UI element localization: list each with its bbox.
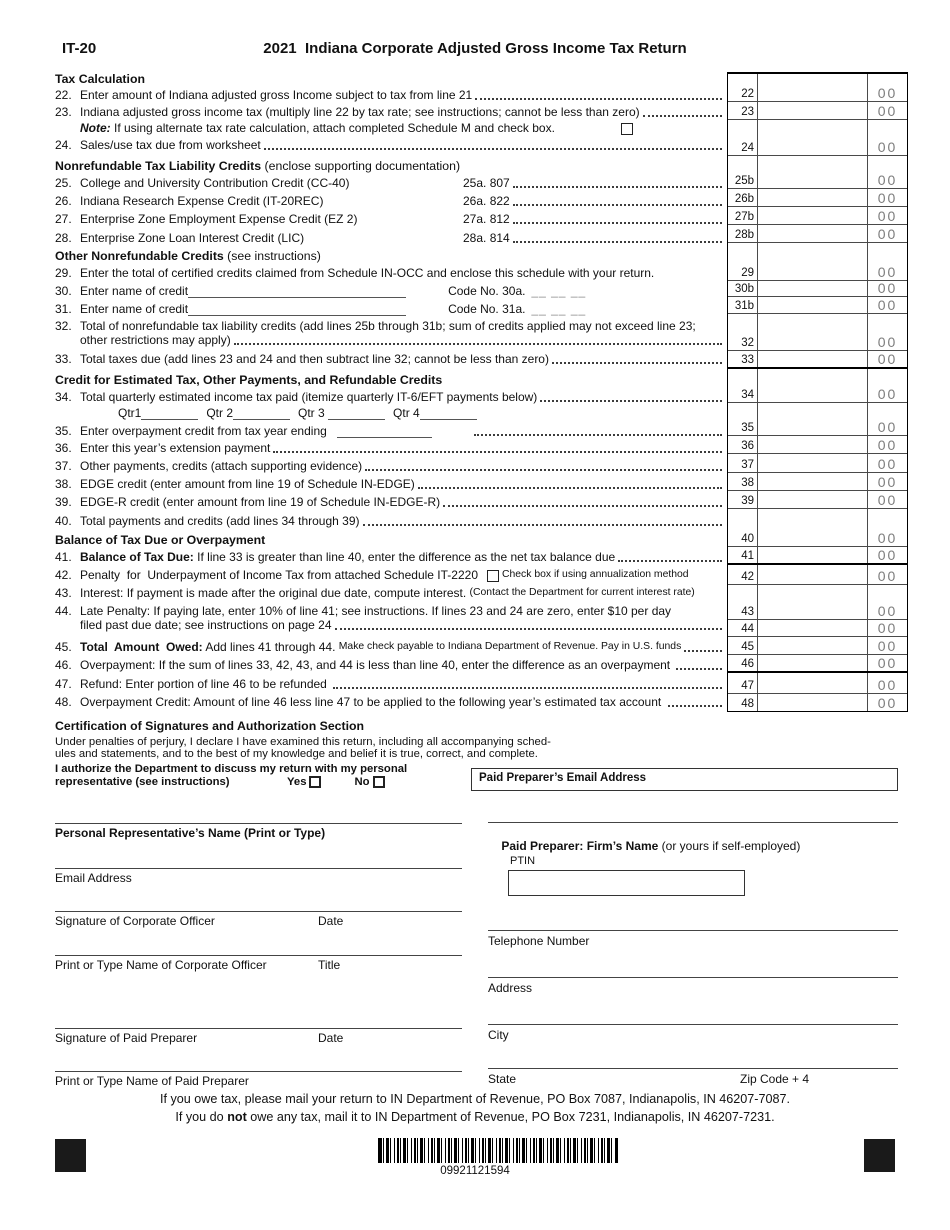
amount-row-32 (728, 314, 907, 351)
line-45: 45. Total Amount Owed: Add lines 41 through 44. Make check payable to Indiana Department of Revenue. Pay in U.S. funds (55, 640, 724, 654)
line-number-23: 23 (728, 102, 758, 119)
preparer-print-name-label: Print or Type Name of Paid Preparer (55, 1074, 249, 1088)
cents-label-39: 00 (867, 491, 907, 508)
cents-label-24: 00 (867, 120, 907, 155)
line-42: 42. Penalty for Underpayment of Income Tax from attached Schedule IT-2220 Check box if using annualization method (55, 568, 689, 582)
line-44-text: Late Penalty: If paying late, enter 10% of line 41; see instructions. If lines 23 and 24 are zero, enter $10 per day (80, 604, 672, 618)
cents-label-30b: 00 (867, 281, 907, 296)
officer-signature-label: Signature of Corporate Officer (55, 914, 215, 928)
line-37-text: Other payments, credits (attach supporting evidence) (80, 459, 363, 473)
dotted-leader (540, 400, 722, 402)
schedule-m-checkbox[interactable] (621, 123, 633, 135)
cents-label-23: 00 (867, 102, 907, 119)
city-field[interactable] (488, 1024, 898, 1025)
line-number-40: 40 (728, 509, 758, 546)
dotted-leader (234, 343, 722, 345)
page-title: 2021 Indiana Corporate Adjusted Gross Income Tax Return (263, 40, 687, 57)
dotted-leader (676, 668, 722, 670)
cents-label-46: 00 (867, 655, 907, 671)
amount-input-24[interactable] (758, 120, 867, 155)
amount-input-47[interactable] (758, 673, 867, 693)
cents-label-26b: 00 (867, 189, 907, 206)
qtr1-field[interactable] (141, 408, 198, 420)
ptin-field[interactable] (508, 870, 745, 896)
amount-row-30b (728, 281, 907, 297)
line-number-46: 46 (728, 655, 758, 671)
amount-input-33[interactable] (758, 351, 867, 367)
yes-label: Yes (287, 776, 307, 788)
line-number-25b: 25b (728, 156, 758, 188)
amount-row-23 (728, 102, 907, 120)
amount-row-22 (728, 74, 907, 102)
dotted-leader (474, 434, 722, 436)
dotted-leader (365, 469, 722, 471)
officer-print-name-field[interactable] (55, 955, 462, 956)
line-46-text: Overpayment: If the sum of lines 33, 42, 43, and 44 is less than line 40, enter the difference as an overpayment (80, 658, 674, 672)
line-23-text: Indiana adjusted gross income tax (multiply line 22 by tax rate; see instructions; cannot be less than zero) (80, 105, 640, 119)
line-number-29: 29 (728, 243, 758, 280)
amount-input-29[interactable] (758, 243, 867, 280)
officer-print-name-label: Print or Type Name of Corporate Officer (55, 958, 267, 972)
line-39-text: EDGE-R credit (enter amount from line 19 of Schedule IN-EDGE-R) (80, 495, 441, 509)
dotted-leader (618, 560, 722, 562)
line-32: 32. Total of nonrefundable tax liability credits (add lines 25b through 31b; sum of credits applied may not exceed line 23; (55, 319, 696, 333)
qtr2-field[interactable] (233, 408, 290, 420)
dotted-leader (513, 241, 722, 243)
certification-p1: Under penalties of perjury, I declare I have examined this return, including all accompanying sched- (55, 736, 551, 748)
email-address-field[interactable] (55, 868, 462, 869)
preparer-email-label: Paid Preparer’s Email Address (479, 772, 647, 784)
no-checkbox[interactable] (373, 776, 385, 788)
dotted-leader (418, 487, 722, 489)
no-label: No (354, 776, 370, 788)
form-id: IT-20 (62, 40, 97, 57)
line-30-code-label: Code No. 30a. (448, 284, 526, 298)
barcode-number: 09921121594 (440, 1165, 510, 1177)
line-48: 48. Overpayment Credit: Amount of line 46 less line 47 to be applied to the following year’s estimated tax account (55, 695, 724, 709)
section-balance: Balance of Tax Due or Overpayment (55, 533, 266, 547)
line-33-text: Total taxes due (add lines 23 and 24 and then subtract line 32; cannot be less than zero) (80, 352, 549, 366)
line-39: 39. EDGE-R credit (enter amount from line 19 of Schedule IN-EDGE-R) (55, 495, 724, 509)
line-number-34: 34 (728, 369, 758, 402)
dotted-leader (363, 524, 723, 526)
dotted-leader (513, 222, 722, 224)
line-number-32: 32 (728, 314, 758, 350)
line-38-text: EDGE credit (enter amount from line 19 of Schedule IN-EDGE) (80, 477, 415, 491)
line-number-48: 48 (728, 694, 758, 711)
mailing-instruction-1: If you owe tax, please mail your return to IN Department of Revenue, PO Box 7087, Indianapolis, IN 46207-7087. (159, 1092, 791, 1106)
dotted-leader (273, 451, 722, 453)
amount-input-22[interactable] (758, 74, 867, 101)
amount-input-34[interactable] (758, 369, 867, 402)
line-25-code: 25a. 807 (463, 176, 510, 190)
line-34-text: Total quarterly estimated income tax paid (itemize quarterly IT-6/EFT payments below) (80, 390, 538, 404)
personal-rep-name-field[interactable] (55, 823, 462, 824)
amount-input-31b[interactable] (758, 297, 867, 313)
cents-label-40: 00 (867, 509, 907, 546)
line-number-24: 24 (728, 120, 758, 155)
firm-name-label: Paid Preparer: Firm’s Name (or yours if self-employed) (501, 839, 801, 853)
line-number-47: 47 (728, 673, 758, 693)
line-number-44: 44 (728, 620, 758, 636)
line-35-text: Enter overpayment credit from tax year ending (80, 424, 327, 438)
line-25-text: College and University Contribution Credit (CC-40) (80, 176, 350, 190)
amount-row-38 (728, 473, 907, 491)
amount-input-43[interactable] (758, 585, 867, 619)
amount-row-47 (728, 673, 907, 694)
amount-input-25b[interactable] (758, 156, 867, 188)
cents-label-47: 00 (867, 673, 907, 693)
line-30: 30. Enter name of credit Code No. 30a. __ __ __ (55, 284, 587, 298)
line-34-quarters: Qtr1 Qtr 2 Qtr 3 Qtr 4 (55, 406, 477, 420)
line-32-text: Total of nonrefundable tax liability credits (add lines 25b through 31b; sum of credits applied may not exceed line 23; (80, 319, 696, 333)
amount-input-27b[interactable] (758, 207, 867, 224)
line-28-code: 28a. 814 (463, 231, 510, 245)
amount-row-37 (728, 454, 907, 473)
amount-input-42[interactable] (758, 565, 867, 584)
line-24: 24. Sales/use tax due from worksheet (55, 138, 724, 152)
amount-row-29 (728, 243, 907, 281)
email-address-label: Email Address (55, 871, 132, 885)
dotted-leader (335, 628, 722, 630)
amount-row-43 (728, 585, 907, 620)
credit-name-field[interactable] (188, 286, 406, 298)
amount-row-42 (728, 565, 907, 585)
certification-heading: Certification of Signatures and Authorization Section (55, 719, 365, 733)
line-number-22: 22 (728, 74, 758, 101)
line-38: 38. EDGE credit (enter amount from line 19 of Schedule IN-EDGE) (55, 477, 724, 491)
line-number-42: 42 (728, 565, 758, 584)
amount-row-24 (728, 120, 907, 156)
line-47: 47. Refund: Enter portion of line 46 to be refunded (55, 677, 724, 691)
amount-row-34 (728, 369, 907, 403)
line-33: 33. Total taxes due (add lines 23 and 24 and then subtract line 32; cannot be less than zero) (55, 352, 724, 366)
line-number-39: 39 (728, 491, 758, 508)
line-30-text: Enter name of credit (80, 284, 189, 298)
line-45-text: Add lines 41 through 44. (202, 640, 339, 654)
amount-input-26b[interactable] (758, 189, 867, 206)
amount-input-37[interactable] (758, 454, 867, 472)
line-43-note: (Contact the Department for current interest rate) (469, 587, 695, 598)
cents-label-35: 00 (867, 403, 907, 435)
line-number-27b: 27b (728, 207, 758, 224)
line-37: 37. Other payments, credits (attach supporting evidence) (55, 459, 724, 473)
line-27-text: Enterprise Zone Employment Expense Credit (EZ 2) (80, 212, 358, 226)
cents-label-34: 00 (867, 369, 907, 402)
authorize-line1: I authorize the Department to discuss my return with my personal (55, 763, 408, 775)
cents-label-36: 00 (867, 436, 907, 453)
dotted-leader (552, 362, 722, 364)
amount-input-30b[interactable] (758, 281, 867, 296)
line-24-text: Sales/use tax due from worksheet (80, 138, 261, 152)
line-40: 40. Total payments and credits (add lines 34 through 39) (55, 514, 724, 528)
officer-signature-field[interactable] (55, 911, 462, 912)
line-29-text: Enter the total of certified credits claimed from Schedule IN-OCC and enclose this schedule with your return. (80, 266, 655, 280)
amount-input-44[interactable] (758, 620, 867, 636)
amount-input-41[interactable] (758, 547, 867, 563)
qtr4-field[interactable] (420, 408, 477, 420)
ptin-label: PTIN (510, 855, 536, 867)
line-34: 34. Total quarterly estimated income tax paid (itemize quarterly IT-6/EFT payments below) (55, 390, 724, 404)
section-tax-calculation: Tax Calculation (55, 72, 145, 86)
line-26-text: Indiana Research Expense Credit (IT-20REC) (80, 194, 324, 208)
officer-title-label: Title (318, 958, 341, 972)
line-36-text: Enter this year’s extension payment (80, 441, 271, 455)
amount-input-39[interactable] (758, 491, 867, 508)
cents-label-42: 00 (867, 565, 907, 584)
line-number-41: 41 (728, 547, 758, 563)
cents-label-31b: 00 (867, 297, 907, 313)
cents-label-22: 00 (867, 74, 907, 101)
cents-label-37: 00 (867, 454, 907, 472)
line-26: 26. Indiana Research Expense Credit (IT-20REC) 26a. 822 (55, 194, 724, 208)
line-45-note: Make check payable to Indiana Department of Revenue. Pay in U.S. funds (338, 641, 682, 652)
mailing-instruction-2: If you do not owe any tax, mail it to IN Department of Revenue, PO Box 7231, Indianapolis, IN 46207-7231. (175, 1110, 775, 1124)
city-label: City (488, 1028, 509, 1042)
line-42-text: Penalty for Underpayment of Income Tax from attached Schedule IT-2220 (80, 568, 478, 582)
note-label: Note: (80, 121, 111, 135)
cents-label-29: 00 (867, 243, 907, 280)
line-44: 44. Late Penalty: If paying late, enter 10% of line 41; see instructions. If lines 23 and 24 are zero, enter $10 per day (55, 604, 672, 618)
line-number-36: 36 (728, 436, 758, 453)
note-text: If using alternate tax rate calculation, attach completed Schedule M and check box. (110, 121, 555, 135)
amount-row-33 (728, 351, 907, 369)
amount-row-39 (728, 491, 907, 509)
amount-input-46[interactable] (758, 655, 867, 671)
authorize-line2: representative (see instructions) Yes No (55, 776, 455, 788)
line-43-text: Interest: If payment is made after the original due date, compute interest. (80, 586, 470, 600)
yes-checkbox[interactable] (309, 776, 321, 788)
line-number-43: 43 (728, 585, 758, 619)
line-44-text2: filed past due date; see instructions on page 24 (80, 618, 332, 632)
line-number-26b: 26b (728, 189, 758, 206)
cents-label-33: 00 (867, 351, 907, 367)
preparer-print-name-field[interactable] (55, 1071, 462, 1072)
dotted-leader (684, 650, 722, 652)
zip-label: Zip Code + 4 (740, 1072, 810, 1086)
credit-name-field[interactable] (188, 304, 406, 316)
code-digit-blanks[interactable]: __ __ __ (531, 284, 587, 298)
amount-row-35 (728, 403, 907, 436)
line-32-text2: other restrictions may apply) (80, 333, 231, 347)
preparer-date-label: Date (318, 1031, 344, 1045)
line-42-note: Check box if using annualization method (502, 569, 689, 580)
amount-row-36 (728, 436, 907, 454)
amount-row-31b (728, 297, 907, 314)
preparer-email-field[interactable] (471, 768, 898, 791)
line-41-bold: Balance of Tax Due: (80, 550, 194, 564)
barcode (378, 1138, 618, 1163)
section-credit-estimated: Credit for Estimated Tax, Other Payments, and Refundable Credits (55, 373, 443, 387)
line-45-bold: Total Amount Owed: (80, 640, 203, 654)
personal-rep-label: Personal Representative’s Name (Print or Type) (55, 826, 326, 840)
amount-input-36[interactable] (758, 436, 867, 453)
line-41-text: If line 33 is greater than line 40, enter the difference as the net tax balance due (193, 550, 616, 564)
line-31: 31. Enter name of credit Code No. 31a. __ __ __ (55, 302, 587, 316)
line-40-text: Total payments and credits (add lines 34 through 39) (80, 514, 360, 528)
cents-label-45: 00 (867, 637, 907, 654)
amount-row-41 (728, 547, 907, 565)
line-36: 36. Enter this year’s extension payment (55, 441, 724, 455)
cents-label-41: 00 (867, 547, 907, 563)
amount-row-46 (728, 655, 907, 673)
amount-row-48 (728, 694, 907, 711)
line-number-33: 33 (728, 351, 758, 367)
section-nonrefundable-credits: Nonrefundable Tax Liability Credits (enclose supporting documentation) (55, 159, 461, 173)
qtr3-field[interactable] (328, 408, 385, 420)
amount-row-26b (728, 189, 907, 207)
phone-label: Telephone Number (488, 934, 590, 948)
line-26-code: 26a. 822 (463, 194, 510, 208)
amount-row-40 (728, 509, 907, 547)
cents-label-43: 00 (867, 585, 907, 619)
amount-row-45 (728, 637, 907, 655)
dotted-leader (333, 687, 722, 689)
line-22: 22. Enter amount of Indiana adjusted gross Income subject to tax from line 21 (55, 88, 724, 102)
cents-label-48: 00 (867, 694, 907, 711)
cents-label-38: 00 (867, 473, 907, 490)
dotted-leader (513, 186, 722, 188)
line-31-code-label: Code No. 31a. (448, 302, 526, 316)
line-number-31b: 31b (728, 297, 758, 313)
dotted-leader (643, 115, 722, 117)
line-48-text: Overpayment Credit: Amount of line 46 less line 47 to be applied to the following year’s estimated tax account (80, 695, 665, 709)
amount-input-48[interactable] (758, 694, 867, 711)
amount-row-28b (728, 225, 907, 243)
line-number-35: 35 (728, 403, 758, 435)
preparer-signature-field[interactable] (55, 1028, 462, 1029)
cents-label-25b: 00 (867, 156, 907, 188)
line-47-text: Refund: Enter portion of line 46 to be refunded (80, 677, 331, 691)
line-number-45: 45 (728, 637, 758, 654)
annualization-checkbox[interactable] (487, 570, 499, 582)
dotted-leader (443, 505, 722, 507)
section-other-nonrefundable: Other Nonrefundable Credits (see instructions) (55, 249, 321, 263)
line-32-cont (55, 333, 724, 347)
address-field[interactable] (488, 977, 898, 978)
line-31-text: Enter name of credit (80, 302, 189, 316)
tax-year-ending-field[interactable] (337, 426, 432, 438)
line-22-text: Enter amount of Indiana adjusted gross Income subject to tax from line 21 (80, 88, 473, 102)
amount-table (727, 72, 908, 712)
line-44-cont (55, 618, 724, 632)
line-46: 46. Overpayment: If the sum of lines 33, 42, 43, and 44 is less than line 40, enter the difference as an overpayment (55, 658, 724, 672)
amount-row-27b (728, 207, 907, 225)
line-41: 41. Balance of Tax Due: If line 33 is greater than line 40, enter the difference as the net tax balance due (55, 550, 724, 564)
line-28-text: Enterprise Zone Loan Interest Credit (LIC) (80, 231, 305, 245)
line-29: 29. Enter the total of certified credits claimed from Schedule IN-OCC and enclose this schedule with your return. (55, 266, 655, 280)
preparer-signature-label: Signature of Paid Preparer (55, 1031, 198, 1045)
dotted-leader (264, 148, 722, 150)
address-label: Address (488, 981, 533, 995)
amount-row-44 (728, 620, 907, 637)
line-27-code: 27a. 812 (463, 212, 510, 226)
cents-label-27b: 00 (867, 207, 907, 224)
code-digit-blanks[interactable]: __ __ __ (531, 302, 587, 316)
certification-p2: ules and statements, and to the best of my knowledge and belief it is true, correct, and complete. (55, 748, 538, 760)
line-43: 43. Interest: If payment is made after the original due date, compute interest. (Contact the Department for current interest rate) (55, 586, 695, 600)
amount-input-45[interactable] (758, 637, 867, 654)
line-number-30b: 30b (728, 281, 758, 296)
amount-input-38[interactable] (758, 473, 867, 490)
amount-input-23[interactable] (758, 102, 867, 119)
cents-label-44: 00 (867, 620, 907, 636)
line-number-38: 38 (728, 473, 758, 490)
line-27: 27. Enterprise Zone Employment Expense Credit (EZ 2) 27a. 812 (55, 212, 724, 226)
state-label: State (488, 1072, 517, 1086)
officer-date-label: Date (318, 914, 344, 928)
line-23: 23. Indiana adjusted gross income tax (multiply line 22 by tax rate; see instructions; cannot be less than zero) (55, 105, 724, 119)
amount-input-32[interactable] (758, 314, 867, 350)
cents-label-32: 00 (867, 314, 907, 350)
registration-mark-right (864, 1139, 895, 1172)
dotted-leader (668, 705, 722, 707)
dotted-leader (475, 98, 722, 100)
line-23-note (55, 121, 636, 135)
line-25: 25. College and University Contribution Credit (CC-40) 25a. 807 (55, 176, 724, 190)
line-35: 35. Enter overpayment credit from tax year ending (55, 424, 724, 438)
amount-input-28b[interactable] (758, 225, 867, 242)
amount-row-25b (728, 156, 907, 189)
state-zip-field[interactable] (488, 1068, 898, 1069)
line-number-28b: 28b (728, 225, 758, 242)
amount-input-40[interactable] (758, 509, 867, 546)
phone-field[interactable] (488, 930, 898, 931)
line-number-37: 37 (728, 454, 758, 472)
firm-name-field[interactable] (488, 822, 898, 823)
dotted-leader (513, 204, 722, 206)
amount-input-35[interactable] (758, 403, 867, 435)
cents-label-28b: 00 (867, 225, 907, 242)
registration-mark-left (55, 1139, 86, 1172)
line-28: 28. Enterprise Zone Loan Interest Credit (LIC) 28a. 814 (55, 231, 724, 245)
